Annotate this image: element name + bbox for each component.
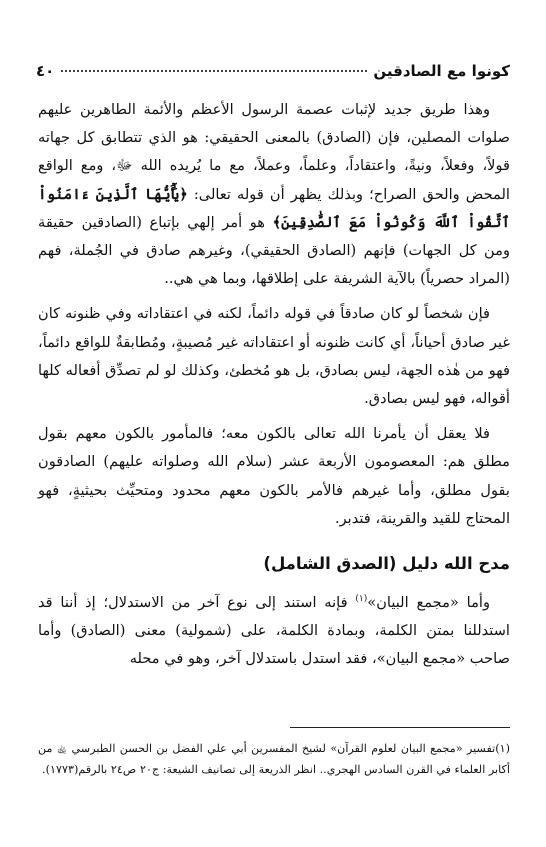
running-title: كونوا مع الصادقين bbox=[373, 62, 510, 80]
paragraph-1-text-a: وهذا طريق جديد لإثبات عصمة الرسول الأعظم والأئمة الطاهرين عليهم صلوات المصلين، فإن (الصادق) بالمعنى الحقيقي: هو الذي تتطابق كل جهاته قولاً، وفعلاً، ونيةً، واعتقاداً، وعلماً، وعملاً، مع ما يُريده الله ﷻ، ومع الواقع المحض والحق الصراح؛ وبذلك يظهر أن قوله تعالى: bbox=[38, 101, 510, 203]
section-heading: مدح الله دليل (الصدق الشامل) bbox=[263, 554, 510, 574]
dot-leader bbox=[60, 70, 367, 72]
running-header bbox=[36, 60, 510, 82]
footnote-separator bbox=[290, 727, 510, 728]
paragraph-4 bbox=[38, 589, 510, 674]
paragraph-1 bbox=[38, 96, 510, 293]
footnote-1: (١)تفسير «مجمع البيان لعلوم القرآن» لشيخ المفسرين أبي علي الفضل بن الحسن الطبرسي ﵀ من أكابر العلماء في القرن السادس الهجري.. انظر الذريعة إلى تصانيف الشيعة: ج٢٠ ص٢٤ بالرقم(١٧٧٣). bbox=[38, 742, 510, 776]
body-text bbox=[38, 96, 510, 674]
quran-verse: ﴿يَٰٓأَيُّهَا ٱلَّذِينَ ءَامَنُواْ ٱتَّقُواْ ٱللَّهَ وَكُونُواْ مَعَ ٱلصَّٰدِقِينَ﴾ bbox=[38, 185, 510, 231]
footnotes bbox=[38, 738, 510, 780]
paragraph-1-text-b: هو أمر إلهي بإتباع (الصادقين حقيقة ومن كل الجهات) فإنهم (الصادق الحقيقي)، وغيرهم صادق في الجُملة، فهم (المراد حصرياً) بالآية الشريفة على إطلاقها، وبما هي هي.. bbox=[38, 213, 510, 288]
paragraph-3: فلا يعقل أن يأمرنا الله تعالى بالكون معه؛ فالمأمور بالكون معهم بقول مطلق هم: المعصومون الأربعة عشر (سلام الله وصلواته عليهم) الصادقون بقول مطلق، وأما غيرهم فالأمر بالكون معهم محدود ومتحيِّث بحيثيةٍ، فهو المحتاج للقيد والقرينة، فتدبر. bbox=[38, 425, 510, 527]
paragraph-4-text-a: وأما «مجمع البيان» bbox=[367, 594, 491, 612]
page-number: ٤٠ bbox=[36, 62, 55, 80]
paragraph-4-text-b: فإنه استند إلى نوع آخر من الاستدلال؛ إذ أننا قد استدللنا بمتن الكلمة، وبمادة الكلمة، على (شمولية) معنى (الصادق) وأما صاحب «مجمع البيان»، فقد استدل باستدلال آخر، وهو في محله bbox=[38, 594, 510, 668]
paragraph-2: فإن شخصاً لو كان صادقاً في قوله دائماً، لكنه في اعتقاداته وفي ظنونه كان غير صادق أحياناً، أي كانت ظنونه أو اعتقاداته غير مُصيبةٍ، ومُطابقةٌ للواقع دائماً، فهو من هٰذه الجهة، ليس بصادق، بل هو مُخطئ، وكذلك لو لم تصدِّق أفعاله كلها أقواله، فهو ليس بصادق. bbox=[38, 305, 510, 408]
footnote-reference: (١) bbox=[355, 594, 368, 605]
